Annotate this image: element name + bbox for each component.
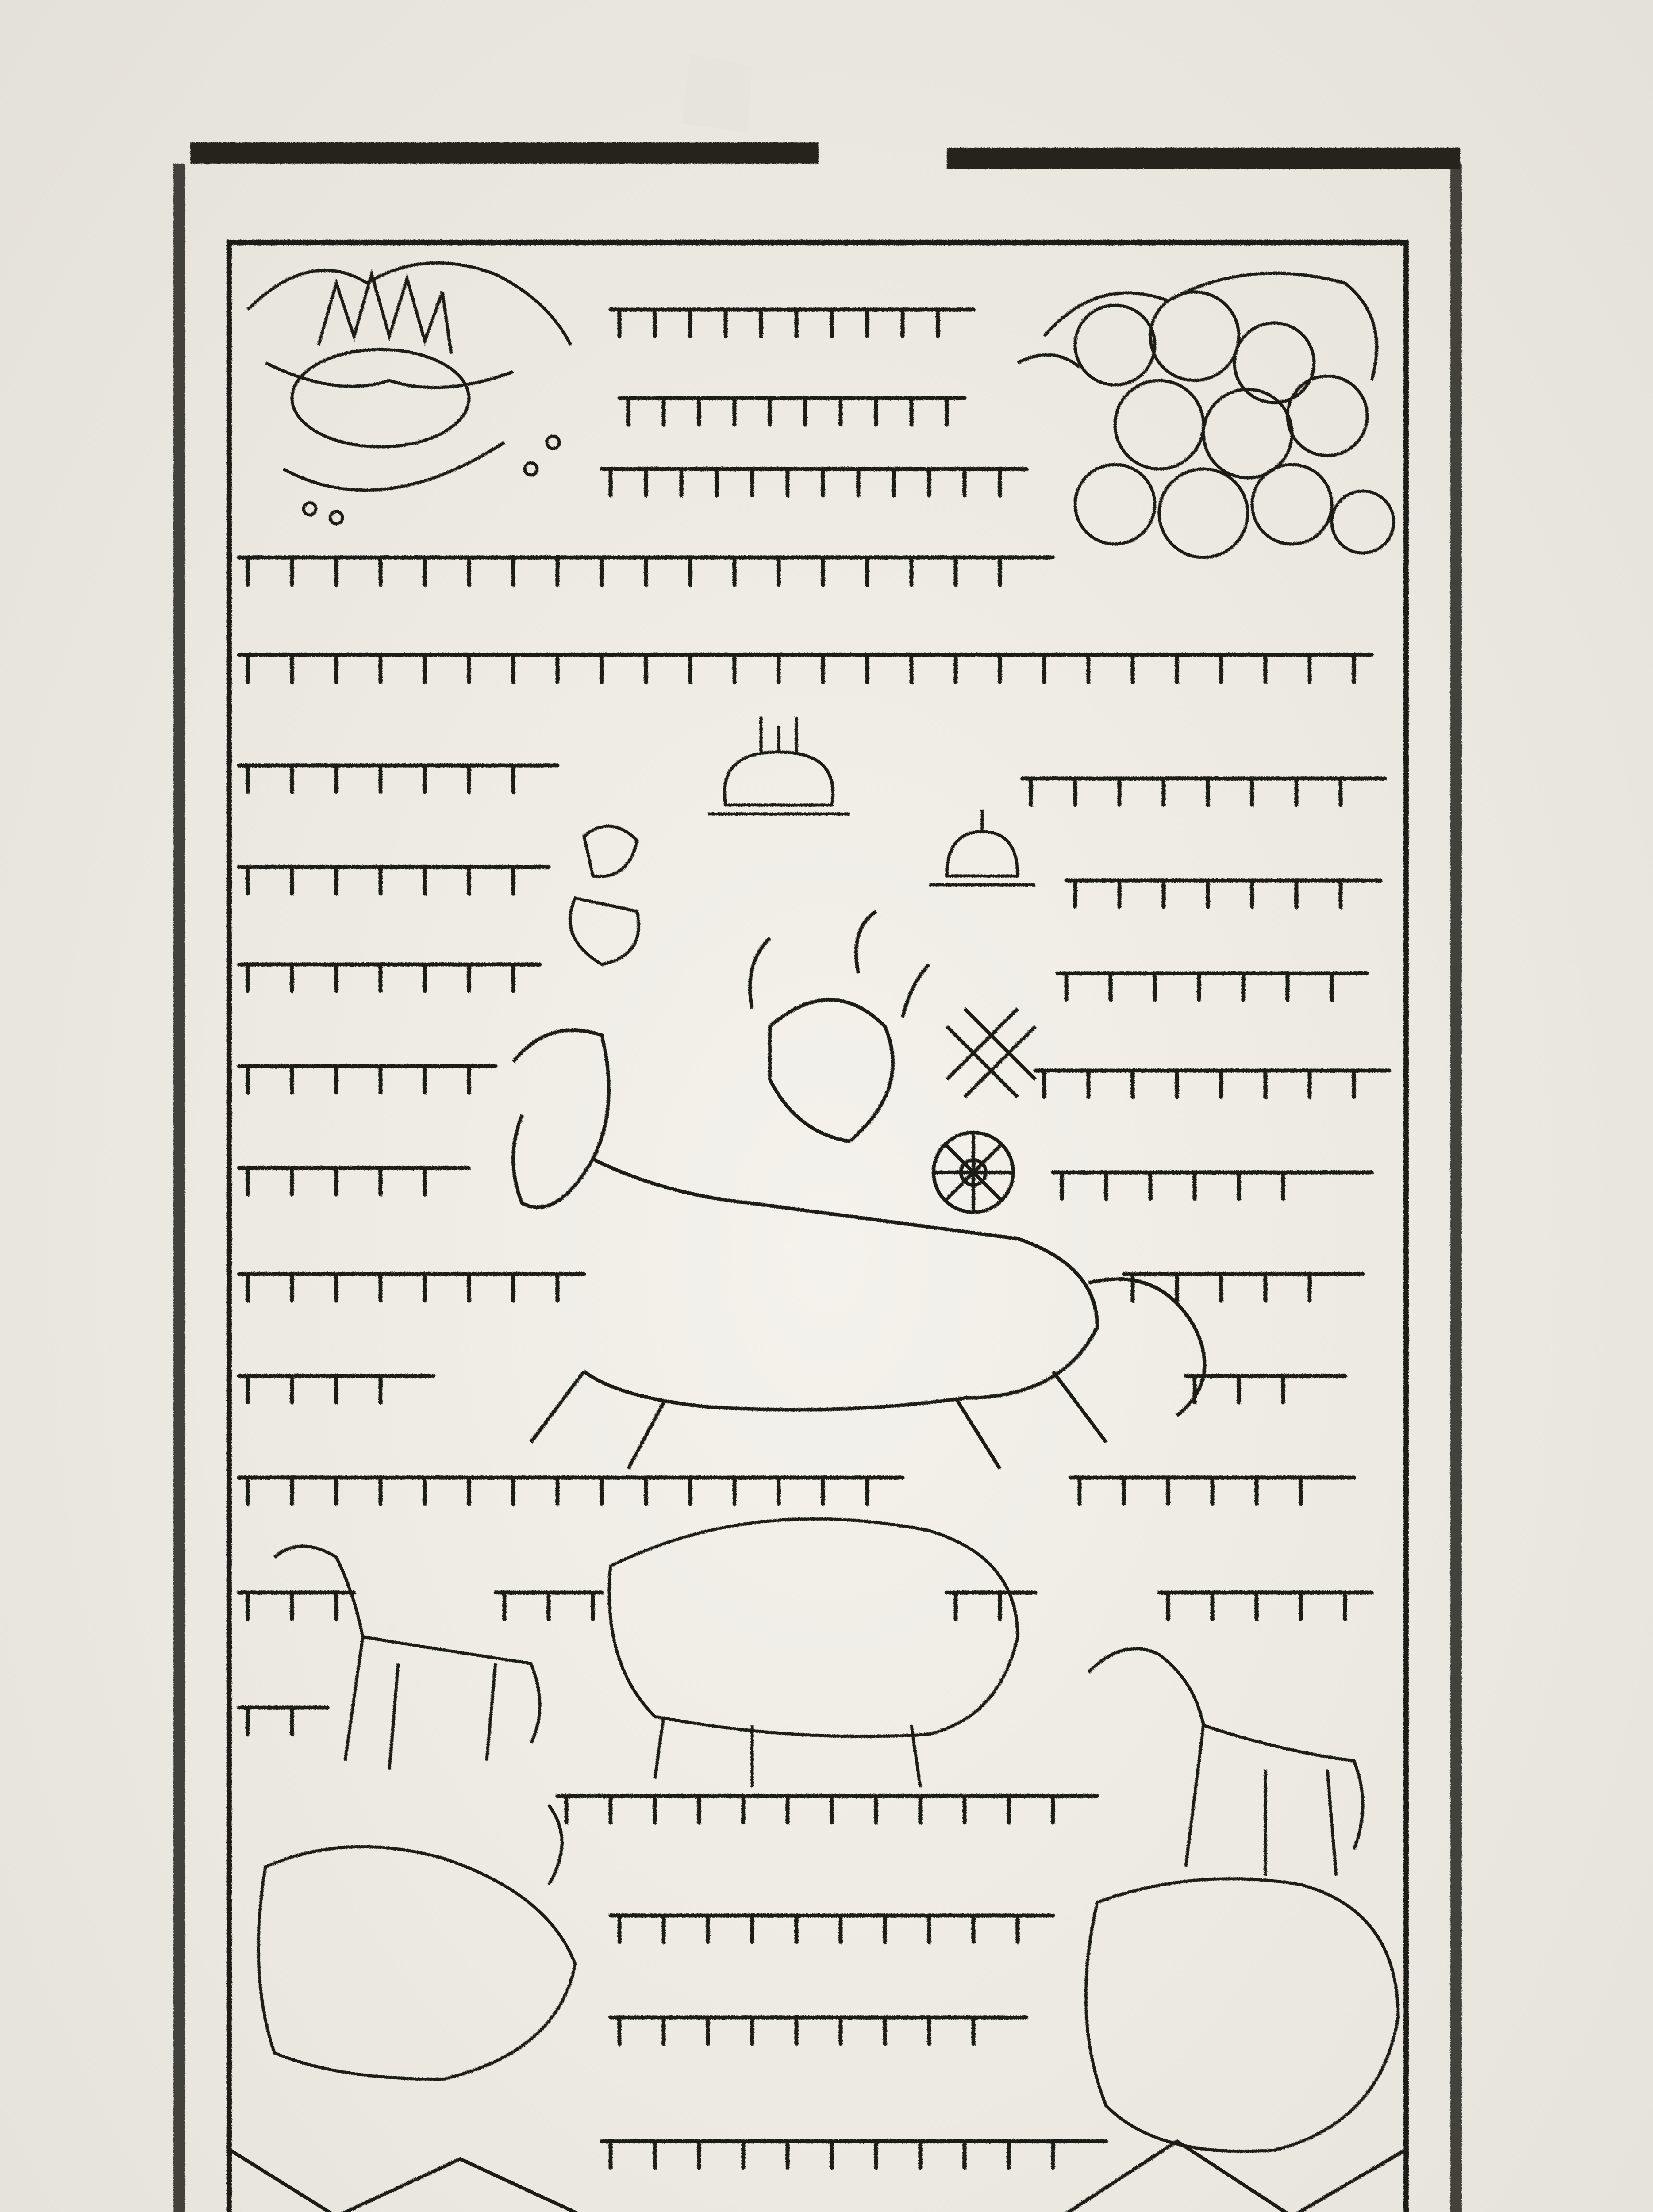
paper-fold	[681, 53, 752, 133]
